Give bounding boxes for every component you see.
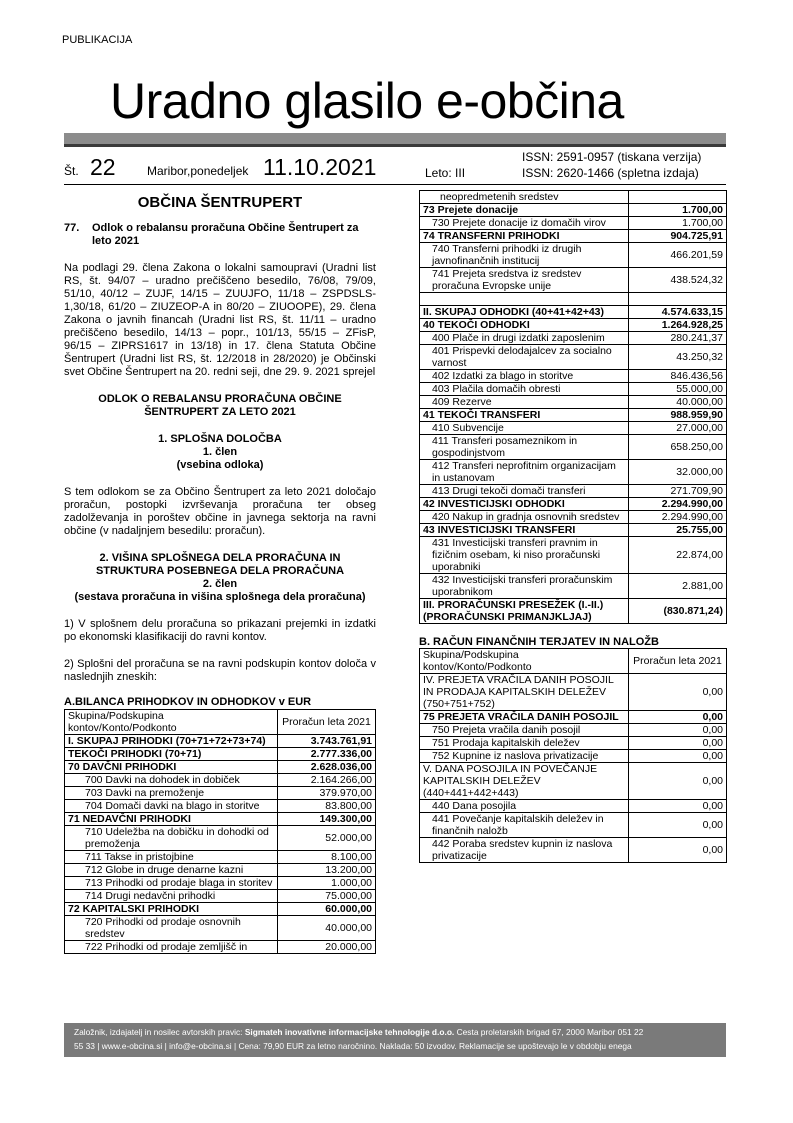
row-label: 703 Davki na premoženje: [65, 787, 278, 800]
table-row: [65, 903, 376, 916]
row-label: 704 Domači davki na blago in storitve: [65, 800, 278, 813]
table-row: [420, 485, 727, 498]
main-heading-line2: ŠENTRUPERT ZA LETO 2021: [144, 406, 296, 418]
row-value: 149.300,00: [278, 813, 376, 826]
table-row: [420, 800, 727, 813]
row-value: 0,00: [629, 724, 727, 737]
table-row: [65, 735, 376, 748]
footer-publisher: Sigmateh inovativne informacijske tehnologije d.o.o.: [244, 1027, 455, 1037]
section2-title-line2: STRUKTURA POSEBNEGA DELA PRORAČUNA: [95, 565, 345, 577]
section2-paragraph1: 1) V splošnem delu proračuna so prikazani prejemki in izdatki po ekonomski klasifikaciji do ravni kontov.: [64, 618, 376, 643]
table-row: [420, 396, 727, 409]
table-header-value: Proračun leta 2021: [629, 649, 727, 674]
table-row: [420, 524, 727, 537]
table-row: [420, 574, 727, 599]
row-value: 658.250,00: [629, 435, 727, 460]
row-label: 714 Drugi nedavčni prihodki: [65, 890, 278, 903]
row-value: 0,00: [629, 750, 727, 763]
table-row: [420, 268, 727, 293]
left-column: [64, 190, 376, 954]
footer: [64, 1023, 726, 1057]
table-a-title: A.BILANCA PRIHODKOV IN ODHODKOV v EUR: [64, 696, 312, 708]
issue-label: Št.: [64, 164, 79, 178]
table-row: [65, 787, 376, 800]
row-label: 750 Prejeta vračila danih posojil: [420, 724, 629, 737]
row-value: [629, 293, 727, 306]
issue-number: 22: [90, 154, 116, 180]
section1-clen: 1. člen: [202, 446, 238, 458]
table-row: [65, 748, 376, 761]
row-label: 722 Prihodki od prodaje zemljišč in: [65, 941, 278, 954]
issue-date: 11.10.2021: [263, 154, 377, 180]
table-row: [65, 813, 376, 826]
row-value: 904.725,91: [629, 230, 727, 243]
row-label: 752 Kupnine iz naslova privatizacije: [420, 750, 629, 763]
row-label: 711 Takse in pristojbine: [65, 851, 278, 864]
section1-subtitle: (vsebina odloka): [176, 459, 264, 471]
row-label: 41 TEKOČI TRANSFERI: [420, 409, 629, 422]
table-row: [65, 941, 376, 954]
row-value: 75.000,00: [278, 890, 376, 903]
row-label: 741 Prejeta sredstva iz sredstev proračuna Evropske unije: [420, 268, 629, 293]
row-label: 700 Davki na dohodek in dobiček: [65, 774, 278, 787]
row-value: 1.700,00: [629, 217, 727, 230]
row-value: 2.164.266,00: [278, 774, 376, 787]
footer-line1: Založnik, izdajatelj in nosilec avtorskih pravic: Sigmateh inovativne informacijske tehnologije d.o.o. Cesta proletarskih brigad 67, 2000 Maribor 051 22: [74, 1027, 644, 1037]
row-label: 42 INVESTICIJSKI ODHODKI: [420, 498, 629, 511]
row-label: 402 Izdatki za blago in storitve: [420, 370, 629, 383]
table-row: [420, 498, 727, 511]
row-value: 2.628.036,00: [278, 761, 376, 774]
row-value: 2.294.990,00: [629, 498, 727, 511]
masthead-title: Uradno glasilo e-občina: [110, 73, 624, 129]
section2-clen: 2. člen: [202, 578, 238, 590]
row-label: 75 PREJETA VRAČILA DANIH POSOJIL: [420, 711, 629, 724]
row-value: 0,00: [629, 674, 727, 711]
section1-text: S tem odlokom se za Občino Šentrupert za leto 2021 določajo proračun, postopki izvrševanja proračuna ter obseg zadolževanja in poroštev občine in javnega sektorja na ravni občine (v nadaljnjem besedilu: proračun).: [64, 486, 376, 537]
row-value: 1.264.928,25: [629, 319, 727, 332]
right-column: [419, 190, 727, 863]
row-label: 72 KAPITALSKI PRIHODKI: [65, 903, 278, 916]
masthead-rule-dark: [64, 144, 726, 147]
row-value: 60.000,00: [278, 903, 376, 916]
row-label: 43 INVESTICIJSKI TRANSFERI: [420, 524, 629, 537]
table-row: [420, 711, 727, 724]
header-divider: [64, 184, 726, 185]
table-row: [420, 460, 727, 485]
row-value: 1.700,00: [629, 204, 727, 217]
table-row: [420, 191, 727, 204]
row-label: 710 Udeležba na dobičku in dohodki od premoženja: [65, 826, 278, 851]
table-row: [65, 864, 376, 877]
row-value: 40.000,00: [278, 916, 376, 941]
row-label: neopredmetenih sredstev: [420, 191, 629, 204]
row-label: II. SKUPAJ ODHODKI (40+41+42+43): [420, 306, 629, 319]
row-value: 466.201,59: [629, 243, 727, 268]
row-value: 83.800,00: [278, 800, 376, 813]
table-row: [65, 774, 376, 787]
table-row: [65, 877, 376, 890]
section2-paragraph2: 2) Splošni del proračuna se na ravni podskupin kontov določa v naslednjih zneskih:: [64, 658, 376, 683]
table-row: [420, 370, 727, 383]
table-row: [420, 724, 727, 737]
table-b-title: B. RAČUN FINANČNIH TERJATEV IN NALOŽB: [419, 636, 659, 648]
row-label: 411 Transferi posameznikom in gospodinjstvom: [420, 435, 629, 460]
table-row: [420, 750, 727, 763]
table-header-row: [420, 649, 727, 674]
row-label: 71 NEDAVČNI PRIHODKI: [65, 813, 278, 826]
row-value: 438.524,32: [629, 268, 727, 293]
row-value: 40.000,00: [629, 396, 727, 409]
table-row: [420, 763, 727, 800]
odlok-number: 77.: [64, 222, 80, 234]
table-row: [420, 511, 727, 524]
row-label: 403 Plačila domačih obresti: [420, 383, 629, 396]
section2-subtitle: (sestava proračuna in višina splošnega dela proračuna): [74, 591, 366, 603]
table-row: [420, 435, 727, 460]
table-row: [420, 217, 727, 230]
row-value: 8.100,00: [278, 851, 376, 864]
table-row: [420, 599, 727, 624]
table-row: [420, 813, 727, 838]
row-label: 70 DAVČNI PRIHODKI: [65, 761, 278, 774]
row-value: 2.294.990,00: [629, 511, 727, 524]
row-label: 420 Nakup in gradnja osnovnih sredstev: [420, 511, 629, 524]
row-label: IV. PREJETA VRAČILA DANIH POSOJIL IN PRODAJA KAPITALSKIH DELEŽEV (750+751+752): [420, 674, 629, 711]
row-value: 25.755,00: [629, 524, 727, 537]
row-value: 846.436,56: [629, 370, 727, 383]
table-row: [420, 293, 727, 306]
table-row: [420, 537, 727, 574]
municipality-heading: OBČINA ŠENTRUPERT: [137, 194, 303, 211]
table-row: [65, 851, 376, 864]
row-value: 2.777.336,00: [278, 748, 376, 761]
row-label: 74 TRANSFERNI PRIHODKI: [420, 230, 629, 243]
table-a-continued: [419, 190, 727, 624]
row-value: 0,00: [629, 711, 727, 724]
row-label: 413 Drugi tekoči domači transferi: [420, 485, 629, 498]
row-value: 52.000,00: [278, 826, 376, 851]
main-heading-line1: ODLOK O REBALANSU PRORAČUNA OBČINE: [98, 393, 342, 405]
row-value: 0,00: [629, 813, 727, 838]
issue-year: Leto: III: [425, 166, 466, 180]
row-label: 40 TEKOČI ODHODKI: [420, 319, 629, 332]
row-label: 440 Dana posojila: [420, 800, 629, 813]
table-row: [420, 409, 727, 422]
row-label: 412 Transferi neprofitnim organizacijam in ustanovam: [420, 460, 629, 485]
row-value: 43.250,32: [629, 345, 727, 370]
row-value: 20.000,00: [278, 941, 376, 954]
table-row: [65, 916, 376, 941]
row-label: 400 Plače in drugi izdatki zaposlenim: [420, 332, 629, 345]
section1-title: 1. SPLOŠNA DOLOČBA: [158, 433, 282, 445]
row-label: III. PRORAČUNSKI PRESEŽEK (I.-II.) (PRORAČUNSKI PRIMANJKLJAJ): [420, 599, 629, 624]
row-label: I. SKUPAJ PRIHODKI (70+71+72+73+74): [65, 735, 278, 748]
table-row: [420, 737, 727, 750]
intro-paragraph: Na podlagi 29. člena Zakona o lokalni samoupravi (Uradni list RS, št. 94/07 – uradno prečiščeno besedilo, 76/08, 79/09, 51/10, 40/12 – ZUJF, 14/15 – ZUUJFO, 11/18 – ZSPDSLS-1,30/18, 61/20 – ZIUZEOP-A in 80/20 – ZIUOOPE), 29. člena Zakona o javnih financah (Uradni list RS, št. 11/11 – uradno prečiščeno besedilo, 14/13 – popr., 101/13, 55/15 – ZFisP, 96/15 – ZIPRS1617 in 13/18) in 17. člena Statuta Občine Šentrupert (Uradni list RS, št. 12/2018 in 28/2020) je Občinski svet Občine Šentrupert na 20. redni seji, dne 29. 9. 2021 sprejel: [64, 262, 376, 378]
row-value: 280.241,37: [629, 332, 727, 345]
row-label: TEKOČI PRIHODKI (70+71): [65, 748, 278, 761]
section2-title-line1: 2. VIŠINA SPLOŠNEGA DELA PRORAČUNA IN: [99, 552, 341, 564]
table-row: [65, 800, 376, 813]
table-a: [64, 709, 376, 954]
table-row: [420, 243, 727, 268]
row-label: 740 Transferni prihodki iz drugih javnofinančnih institucij: [420, 243, 629, 268]
row-label: 730 Prejete donacije iz domačih virov: [420, 217, 629, 230]
row-label: 751 Prodaja kapitalskih deležev: [420, 737, 629, 750]
row-label: V. DANA POSOJILA IN POVEČANJE KAPITALSKIH DELEŽEV (440+441+442+443): [420, 763, 629, 800]
row-label: 410 Subvencije: [420, 422, 629, 435]
row-label: 409 Rezerve: [420, 396, 629, 409]
publication-label: PUBLIKACIJA: [62, 34, 133, 46]
row-label: 713 Prihodki od prodaje blaga in storitev: [65, 877, 278, 890]
row-label: [420, 293, 629, 306]
row-value: (830.871,24): [629, 599, 727, 624]
table-row: [65, 890, 376, 903]
issn-online: ISSN: 2620-1466 (spletna izdaja): [522, 166, 699, 180]
row-label: 73 Prejete donacije: [420, 204, 629, 217]
table-header-label: Skupina/Podskupina kontov/Konto/Podkonto: [65, 710, 278, 735]
row-value: 0,00: [629, 800, 727, 813]
issn-print: ISSN: 2591-0957 (tiskana verzija): [522, 150, 702, 164]
row-value: 27.000,00: [629, 422, 727, 435]
table-row: [420, 230, 727, 243]
row-value: 2.881,00: [629, 574, 727, 599]
table-b: [419, 648, 727, 863]
row-value: 379.970,00: [278, 787, 376, 800]
odlok-title-text: Odlok o rebalansu proračuna Občine Šentrupert za leto 2021: [92, 222, 359, 247]
table-row: [420, 422, 727, 435]
row-value: 271.709,90: [629, 485, 727, 498]
odlok-title: [64, 222, 376, 248]
row-value: 0,00: [629, 737, 727, 750]
table-row: [420, 204, 727, 217]
row-label: 441 Povečanje kapitalskih deležev in finančnih naložb: [420, 813, 629, 838]
table-row: [420, 319, 727, 332]
row-value: 3.743.761,91: [278, 735, 376, 748]
table-row: [420, 332, 727, 345]
row-label: 712 Globe in druge denarne kazni: [65, 864, 278, 877]
row-value: 4.574.633,15: [629, 306, 727, 319]
table-row: [420, 383, 727, 396]
table-row: [65, 761, 376, 774]
footer-line2: 55 33 | www.e-obcina.si | info@e-obcina.si | Cena: 79,90 EUR za letno naročnino. Naklada: 50 izvodov. Reklamacije se upoštevajo le v obdobju enega: [74, 1041, 632, 1051]
table-row: [420, 345, 727, 370]
row-label: 431 Investicijski transferi pravnim in fizičnim osebam, ki niso proračunski uporabniki: [420, 537, 629, 574]
row-value: 22.874,00: [629, 537, 727, 574]
row-value: [629, 191, 727, 204]
row-value: 32.000,00: [629, 460, 727, 485]
table-header-value: Proračun leta 2021: [278, 710, 376, 735]
row-value: 1.000,00: [278, 877, 376, 890]
table-row: [420, 306, 727, 319]
table-header-label: Skupina/Podskupina kontov/Konto/Podkonto: [420, 649, 629, 674]
row-label: 720 Prihodki od prodaje osnovnih sredstev: [65, 916, 278, 941]
row-value: 0,00: [629, 838, 727, 863]
row-label: 442 Poraba sredstev kupnin iz naslova privatizacije: [420, 838, 629, 863]
row-value: 988.959,90: [629, 409, 727, 422]
row-label: 401 Prispevki delodajalcev za socialno varnost: [420, 345, 629, 370]
table-row: [65, 826, 376, 851]
row-label: 432 Investicijski transferi proračunskim uporabnikom: [420, 574, 629, 599]
row-value: 13.200,00: [278, 864, 376, 877]
table-header-row: [65, 710, 376, 735]
row-value: 55.000,00: [629, 383, 727, 396]
issue-place: Maribor,ponedeljek: [147, 164, 249, 178]
row-value: 0,00: [629, 763, 727, 800]
table-row: [420, 838, 727, 863]
table-row: [420, 674, 727, 711]
